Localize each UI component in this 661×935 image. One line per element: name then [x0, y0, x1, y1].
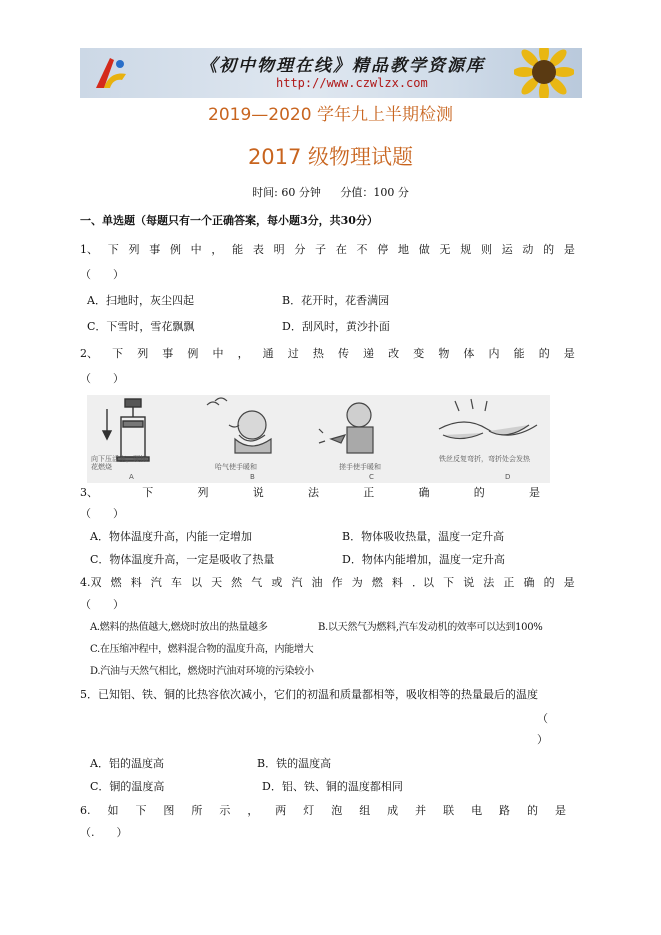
figure-c-rubbing-hands-icon	[319, 403, 373, 453]
question-3-option-b: B．物体吸收热量，温度一定升高	[342, 530, 505, 543]
question-2-answer-paren: （ ）	[80, 372, 124, 385]
site-url[interactable]: http://www.czwlzx.com	[276, 76, 428, 90]
question-5-option-b: B．铁的温度高	[257, 757, 332, 770]
question-3-option-a: A．物体温度升高，内能一定增加	[90, 530, 252, 543]
exam-time: 时间: 60 分钟	[252, 186, 321, 199]
question-1-option-b: B．花开时，花香满园	[282, 294, 390, 307]
figure-d-bending-wire-icon	[439, 399, 537, 439]
figure-a-piston-icon	[103, 399, 149, 461]
question-4-option-b: B.以天然气为燃料,汽车发动机的效率可以达到100%	[318, 622, 543, 633]
question-5-paren-open: （	[537, 712, 548, 725]
question-4-option-c: C.在压缩冲程中，燃料混合物的温度升高，内能增大	[90, 644, 314, 655]
exam-term-title: 2019—2020 学年九上半期检测	[208, 105, 453, 125]
question-1-answer-paren: （ ）	[80, 268, 124, 281]
question-5-stem: 5．已知铝、铁、铜的比热容依次减小，它们的初温和质量都相等，吸收相等的热量最后的温度	[80, 688, 538, 701]
question-5-option-a: A．铝的温度高	[90, 757, 164, 770]
figure-label-b-text: 哈气使手暖和	[215, 463, 257, 471]
header-banner	[80, 48, 582, 98]
question-5-paren-close: ）	[537, 733, 548, 746]
question-2-illustration	[87, 395, 550, 483]
question-2-stem: 2、 下 列 事 例 中 ， 通 过 热 传 递 改 变 物 体 内 能 的 是	[80, 347, 575, 360]
question-2-figure	[87, 395, 550, 483]
question-5-option-c: C．铜的温度高	[90, 780, 165, 793]
figure-label-d-text: 铁丝反复弯折，弯折处会发热	[439, 455, 530, 463]
question-3-stem: 3、 下 列 说 法 正 确 的 是	[80, 486, 540, 499]
sunflower-icon	[514, 48, 574, 98]
figure-label-c-text: 搓手使手暖和	[339, 463, 381, 471]
question-3-option-c: C．物体温度升高，一定是吸收了热量	[90, 553, 275, 566]
figure-label-a-text-2: 花燃烧	[91, 463, 112, 471]
exam-score: 分值：100 分	[340, 186, 409, 199]
figure-b-breath-icon	[207, 398, 271, 453]
section-title: 一、单选题（每题只有一个正确答案，每小题3分，共30分）	[80, 214, 378, 227]
question-3-answer-paren: （ ）	[80, 507, 124, 520]
figure-label-b: B	[250, 473, 255, 481]
question-3-option-d: D．物体内能增加，温度一定升高	[342, 553, 505, 566]
site-name: 《初中物理在线》精品教学资源库	[200, 56, 485, 76]
question-4-option-a: A.燃料的热值越大,燃烧时放出的热量越多	[90, 622, 268, 633]
figure-label-a-text-1: 向下压活塞，硬棉	[91, 455, 147, 463]
question-1-option-c: C．下雪时，雪花飘飘	[87, 320, 195, 333]
question-6-answer-paren: （. ）	[80, 826, 128, 839]
question-4-stem: 4.双 燃 料 汽 车 以 天 然 气 或 汽 油 作 为 燃 料 ．以 下 说 法 正 确 的 是	[80, 576, 575, 589]
exam-subject-title: 2017 级物理试题	[247, 145, 414, 169]
question-5-option-d: D．铝、铁、铜的温度都相同	[262, 780, 403, 793]
figure-label-a: A	[129, 473, 134, 481]
exam-meta	[0, 184, 661, 200]
question-1-stem: 1、 下 列 事 例 中 ， 能 表 明 分 子 在 不 停 地 做 无 规 则 运 动 的 是	[80, 243, 575, 256]
figure-label-d: D	[505, 473, 511, 481]
question-6-stem: 6. 如 下 图 所 示 ， 两 灯 泡 组 成 并 联 电 路 的 是	[80, 804, 566, 817]
question-1-option-a: A．扫地时，灰尘四起	[87, 294, 194, 307]
question-1-option-d: D．刮风时，黄沙扑面	[282, 320, 390, 333]
site-logo-icon	[90, 54, 130, 94]
figure-label-c: C	[369, 473, 374, 481]
question-4-option-d: D.汽油与天然气相比，燃烧时汽油对环境的污染较小	[90, 666, 314, 677]
question-4-answer-paren: （ ）	[80, 598, 124, 611]
